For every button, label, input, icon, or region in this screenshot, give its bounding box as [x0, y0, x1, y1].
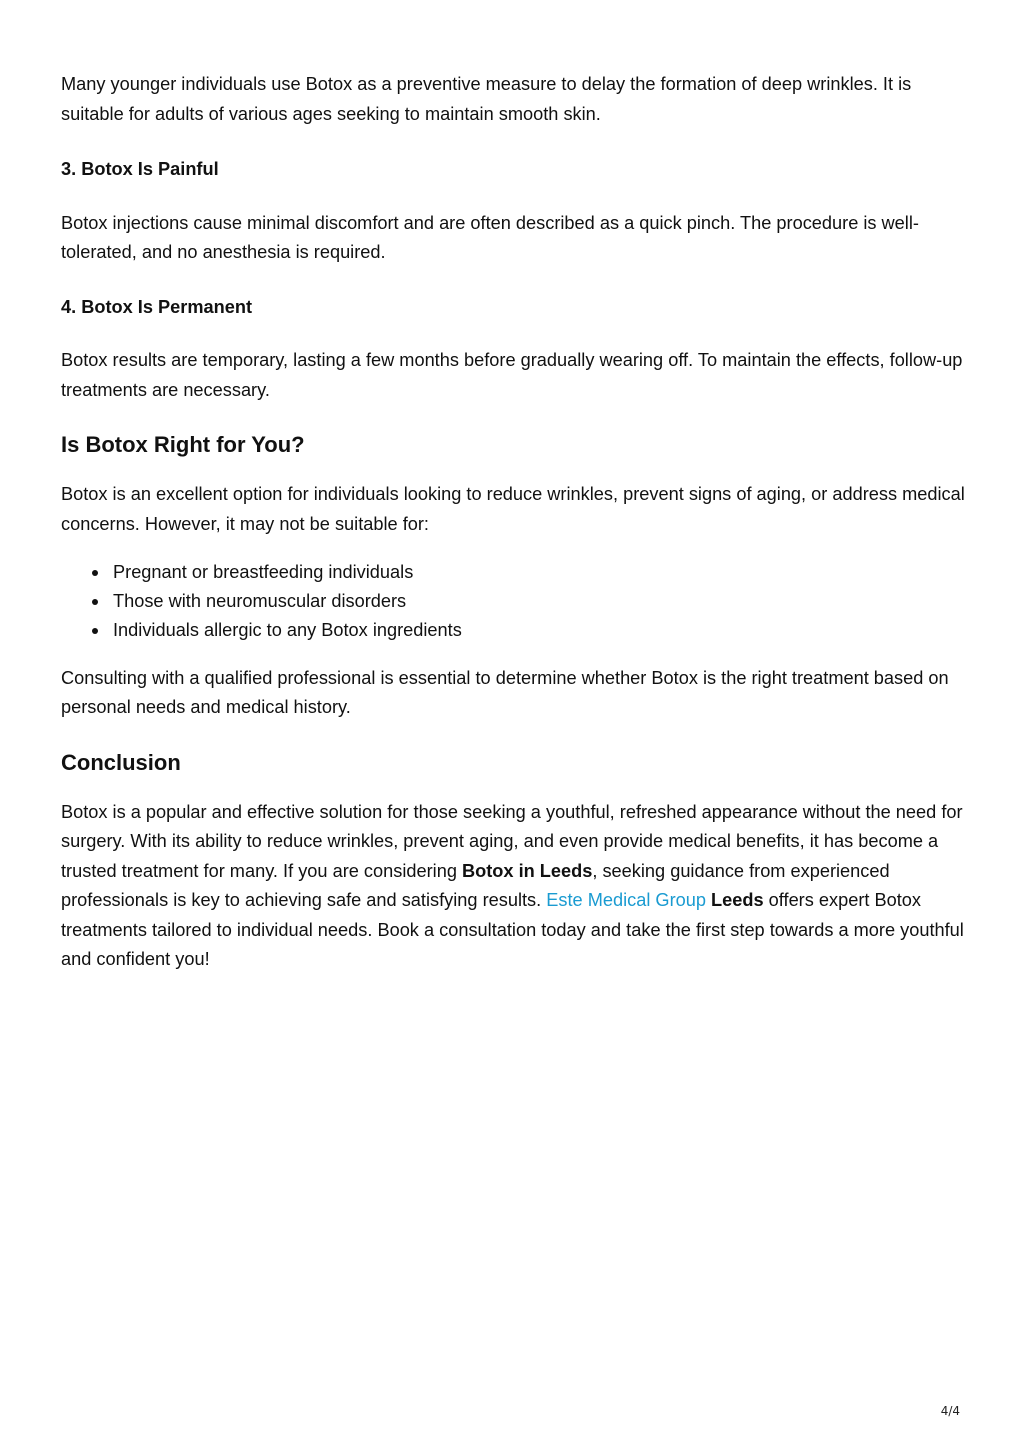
right-for-you-intro: Botox is an excellent option for individuals looking to reduce wrinkles, prevent signs of aging, or address medical concerns. However, it may not be suitable for:: [61, 484, 965, 534]
bullet-icon: [92, 628, 98, 634]
list-item: Those with neuromuscular disorders: [61, 587, 966, 616]
keyword-leeds: Leeds: [711, 890, 764, 911]
document-page: [61, 70, 966, 975]
unsuitable-list: [61, 558, 966, 646]
right-for-you-outro: Consulting with a qualified professional is essential to determine whether Botox is the right treatment based on personal needs and medical history.: [61, 667, 949, 718]
myth-body-painful: Botox injections cause minimal discomfort and are often described as a quick pinch. The procedure is well-tolerated, and no anesthesia is required.: [61, 212, 919, 262]
conclusion-paragraph: Botox is a popular and effective solution for those seeking a youthful, refreshed appearance without the need for surgery. With its ability to reduce wrinkles, prevent aging, and even provide medical benefits, it has become a trusted treatment for many. If you are considering Botox in Leeds, seeking guidance from experienced professionals is key to achieving safe and satisfying results. Este Medical Group Leeds offers expert Botox treatments tailored to individual needs. Book a consultation today and take the first step towards a more youthful and confident you!: [61, 801, 964, 970]
intro-paragraph: Many younger individuals use Botox as a preventive measure to delay the formation of deep wrinkles. It is suitable for adults of various ages seeking to maintain smooth skin.: [61, 74, 912, 124]
este-medical-group-link[interactable]: Este Medical Group: [546, 890, 706, 911]
myth-body-permanent: Botox results are temporary, lasting a few months before gradually wearing off. To maintain the effects, follow-up treatments are necessary.: [61, 350, 963, 400]
keyword-botox-in-leeds: Botox in Leeds: [462, 860, 593, 881]
myth-heading-painful: 3. Botox Is Painful: [61, 159, 219, 179]
bullet-icon: [92, 570, 98, 576]
bullet-icon: [92, 599, 98, 605]
myth-heading-permanent: 4. Botox Is Permanent: [61, 296, 253, 317]
section-heading-conclusion: Conclusion: [61, 749, 181, 775]
list-item: Individuals allergic to any Botox ingredients: [61, 616, 966, 645]
section-heading-right-for-you: Is Botox Right for You?: [61, 432, 305, 457]
page-number: 4/4: [940, 1404, 960, 1418]
list-item: Pregnant or breastfeeding individuals: [61, 558, 966, 587]
